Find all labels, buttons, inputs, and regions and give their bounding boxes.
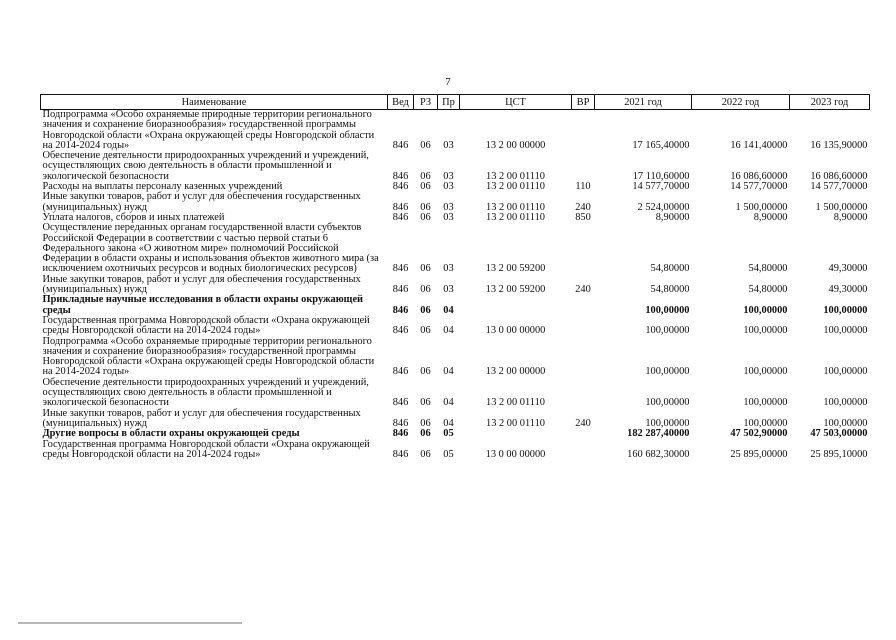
header-cst: ЦСТ bbox=[460, 95, 572, 110]
cell-y2023: 100,00000 bbox=[823, 304, 868, 316]
cell-rz: 06 bbox=[420, 397, 431, 409]
cell-rz: 06 bbox=[420, 284, 431, 296]
header-2023: 2023 год bbox=[790, 95, 870, 110]
cell-y2022: 8,90000 bbox=[753, 211, 788, 223]
cell-y2022: 100,00000 bbox=[743, 304, 788, 316]
cell-cst: 13 2 00 59200 bbox=[485, 284, 546, 296]
header-vr: ВР bbox=[572, 95, 595, 110]
cell-pr: 03 bbox=[443, 139, 454, 151]
cell-y2022: 14 577,70000 bbox=[730, 181, 788, 193]
cell-cst: 13 2 00 00000 bbox=[485, 366, 546, 378]
cell-rz: 06 bbox=[420, 366, 431, 378]
cell-rz: 06 bbox=[420, 201, 431, 213]
cell-cst: 13 2 00 01110 bbox=[486, 211, 545, 223]
cell-ved: 846 bbox=[392, 211, 409, 223]
cell-rz: 06 bbox=[420, 417, 431, 429]
cell-name: Уплата налогов, сборов и иных платежей bbox=[42, 211, 225, 223]
cell-cst: 13 0 00 00000 bbox=[485, 325, 546, 337]
cell-y2022: 54,80000 bbox=[748, 263, 788, 275]
cell-vr bbox=[572, 151, 595, 182]
cell-cst: 13 2 00 01110 bbox=[486, 170, 545, 182]
cell-y2021: 160 682,30000 bbox=[627, 448, 690, 460]
cell-y2022: 16 086,60000 bbox=[730, 170, 788, 182]
cell-ved: 846 bbox=[392, 428, 409, 440]
header-2022: 2022 год bbox=[692, 95, 790, 110]
cell-ved: 846 bbox=[392, 139, 409, 151]
cell-pr: 03 bbox=[443, 263, 454, 275]
cell-y2021: 100,00000 bbox=[645, 417, 690, 429]
cell-y2021: 17 110,60000 bbox=[632, 170, 690, 182]
cell-name: Расходы на выплаты персоналу казенных учреждений bbox=[42, 181, 283, 193]
cell-pr: 05 bbox=[443, 448, 454, 460]
cell-vr bbox=[572, 378, 595, 409]
cell-pr: 04 bbox=[443, 366, 454, 378]
cell-vr: 240 bbox=[575, 417, 591, 429]
cell-ved: 846 bbox=[392, 170, 409, 182]
cell-cst bbox=[460, 429, 572, 439]
cell-y2021: 100,00000 bbox=[645, 366, 690, 378]
cell-y2022: 16 141,40000 bbox=[730, 139, 788, 151]
header-2021: 2021 год bbox=[595, 95, 692, 110]
cell-pr: 04 bbox=[443, 417, 454, 429]
cell-y2023: 49,30000 bbox=[828, 284, 868, 296]
cell-rz: 06 bbox=[420, 428, 431, 440]
cell-y2023: 16 135,90000 bbox=[810, 139, 868, 151]
cell-name: Осуществление переданных органам государственной власти субъектов Российской Федерации в соответствии с частью первой статьи 6 Федерального закона «О животном мире» полномочий Российской Федерации в области охраны и использования объектов животного мира (за исключением охотничьих ресурсов и водных биологических ресурсов) bbox=[42, 222, 379, 275]
cell-y2022: 100,00000 bbox=[743, 366, 788, 378]
cell-name: Иные закупки товаров, работ и услуг для обеспечения государственных (муниципальных) нужд bbox=[42, 407, 361, 429]
cell-pr: 03 bbox=[443, 201, 454, 213]
cell-y2023: 1 500,00000 bbox=[815, 201, 868, 213]
cell-pr: 04 bbox=[443, 397, 454, 409]
cell-y2021: 8,90000 bbox=[655, 211, 690, 223]
cell-cst bbox=[460, 295, 572, 316]
cell-name: Обеспечение деятельности природоохранных учреждений и учреждений, осуществляющих свою деятельность в области промышленной и экологической безопасности bbox=[42, 376, 369, 409]
cell-name: Прикладные научные исследования в области охраны окружающей среды bbox=[42, 294, 364, 316]
cell-ved: 846 bbox=[392, 263, 409, 275]
cell-vr: 850 bbox=[575, 211, 591, 223]
table-row bbox=[41, 440, 870, 461]
cell-y2023: 49,30000 bbox=[828, 263, 868, 275]
cell-cst: 13 2 00 01110 bbox=[486, 417, 545, 429]
table-row bbox=[41, 378, 870, 409]
cell-rz: 06 bbox=[420, 325, 431, 337]
cell-name: Другие вопросы в области охраны окружающей среды bbox=[42, 428, 300, 440]
cell-y2021: 100,00000 bbox=[645, 325, 690, 337]
cell-y2023: 16 086,60000 bbox=[810, 170, 868, 182]
cell-y2022: 54,80000 bbox=[748, 284, 788, 296]
cell-name: Государственная программа Новгородской области «Охрана окружающей среды Новгородской области на 2014-2024 годы» bbox=[42, 438, 370, 460]
cell-rz: 06 bbox=[420, 170, 431, 182]
header-rz: РЗ bbox=[414, 95, 438, 110]
cell-y2023: 100,00000 bbox=[823, 325, 868, 337]
budget-table bbox=[40, 94, 870, 460]
cell-y2021: 100,00000 bbox=[645, 397, 690, 409]
cell-ved: 846 bbox=[392, 417, 409, 429]
cell-pr: 05 bbox=[443, 428, 454, 440]
cell-y2022: 100,00000 bbox=[743, 397, 788, 409]
cell-rz: 06 bbox=[420, 139, 431, 151]
table-row bbox=[41, 316, 870, 337]
cell-rz: 06 bbox=[420, 211, 431, 223]
cell-vr bbox=[572, 440, 595, 461]
cell-y2022: 100,00000 bbox=[743, 325, 788, 337]
cell-pr: 03 bbox=[443, 211, 454, 223]
header-name: Наименование bbox=[41, 95, 388, 110]
table-row bbox=[41, 275, 870, 296]
cell-name: Государственная программа Новгородской области «Охрана окружающей среды Новгородской области на 2014-2024 годы» bbox=[42, 314, 370, 337]
cell-cst: 13 2 00 00000 bbox=[485, 139, 546, 151]
cell-pr: 04 bbox=[443, 325, 454, 337]
cell-y2022: 100,00000 bbox=[743, 417, 788, 429]
cell-rz: 06 bbox=[420, 263, 431, 275]
cell-ved: 846 bbox=[392, 201, 409, 213]
table-row bbox=[41, 409, 870, 430]
cell-cst: 13 0 00 00000 bbox=[485, 448, 546, 460]
cell-vr: 110 bbox=[575, 181, 591, 193]
cell-pr: 04 bbox=[443, 304, 454, 316]
cell-ved: 846 bbox=[392, 397, 409, 409]
cell-y2023: 8,90000 bbox=[833, 211, 868, 223]
cell-name: Подпрограмма «Особо охраняемые природные территории регионального значения и сохранение биоразнообразия» государственной программы Новгородской области «Охрана окружающей среды Новгородской области на 2014-2024 годы» bbox=[42, 109, 375, 151]
table-row bbox=[41, 295, 870, 316]
cell-rz: 06 bbox=[420, 304, 431, 316]
cell-y2023: 100,00000 bbox=[823, 417, 868, 429]
table-row bbox=[41, 429, 870, 439]
page-number: 7 bbox=[445, 76, 451, 88]
header-ved: Вед bbox=[388, 95, 414, 110]
cell-rz: 06 bbox=[420, 448, 431, 460]
cell-name: Подпрограмма «Особо охраняемые природные территории регионального значения и сохранение биоразнообразия» государственной программы Новгородской области «Охрана окружающей среды Новгородской области на 2014-2024 годы» bbox=[42, 335, 375, 378]
cell-y2021: 54,80000 bbox=[650, 263, 690, 275]
cell-ved: 846 bbox=[392, 181, 409, 193]
table-row bbox=[41, 192, 870, 213]
cell-vr bbox=[572, 110, 595, 152]
cell-ved: 846 bbox=[392, 366, 409, 378]
cell-y2022: 25 895,00000 bbox=[730, 448, 788, 460]
cell-y2023: 14 577,70000 bbox=[810, 181, 868, 193]
cell-y2023: 47 503,00000 bbox=[810, 428, 868, 440]
cell-y2022: 1 500,00000 bbox=[735, 201, 788, 213]
cell-vr bbox=[572, 295, 595, 316]
bottom-divider bbox=[18, 622, 242, 624]
cell-cst: 13 2 00 59200 bbox=[485, 263, 546, 275]
cell-y2021: 2 524,00000 bbox=[637, 201, 690, 213]
cell-cst: 13 2 00 01110 bbox=[486, 397, 545, 409]
cell-y2021: 54,80000 bbox=[650, 284, 690, 296]
table-row bbox=[41, 151, 870, 182]
cell-ved: 846 bbox=[392, 448, 409, 460]
cell-y2021: 17 165,40000 bbox=[632, 139, 690, 151]
cell-y2021: 182 287,40000 bbox=[627, 428, 690, 440]
cell-name: Иные закупки товаров, работ и услуг для обеспечения государственных (муниципальных) нужд bbox=[42, 191, 361, 213]
cell-y2021: 100,00000 bbox=[645, 304, 690, 316]
cell-name: Обеспечение деятельности природоохранных учреждений и учреждений, осуществляющих свою деятельность в области промышленной и экологической безопасности bbox=[42, 150, 369, 182]
cell-vr bbox=[572, 223, 595, 274]
header-pr: Пр bbox=[438, 95, 460, 110]
table-row bbox=[41, 223, 870, 274]
cell-vr bbox=[572, 429, 595, 439]
cell-cst: 13 2 00 01110 bbox=[486, 181, 545, 193]
cell-pr: 03 bbox=[443, 284, 454, 296]
cell-cst: 13 2 00 01110 bbox=[486, 201, 545, 213]
table-body bbox=[41, 110, 870, 461]
cell-y2023: 100,00000 bbox=[823, 366, 868, 378]
table-row bbox=[41, 110, 870, 152]
cell-name: Иные закупки товаров, работ и услуг для обеспечения государственных (муниципальных) нужд bbox=[42, 273, 361, 296]
cell-rz: 06 bbox=[420, 181, 431, 193]
cell-ved: 846 bbox=[392, 325, 409, 337]
cell-vr bbox=[572, 316, 595, 337]
cell-ved: 846 bbox=[392, 304, 409, 316]
cell-vr: 240 bbox=[575, 284, 591, 296]
cell-y2021: 14 577,70000 bbox=[632, 181, 690, 193]
table-row bbox=[41, 337, 870, 378]
cell-vr: 240 bbox=[575, 201, 591, 213]
cell-y2023: 100,00000 bbox=[823, 397, 868, 409]
cell-y2022: 47 502,90000 bbox=[730, 428, 788, 440]
table-header-row bbox=[41, 95, 870, 110]
cell-ved: 846 bbox=[392, 284, 409, 296]
cell-y2023: 25 895,10000 bbox=[810, 448, 868, 460]
cell-pr: 03 bbox=[443, 181, 454, 193]
cell-pr: 03 bbox=[443, 170, 454, 182]
cell-vr bbox=[572, 337, 595, 378]
